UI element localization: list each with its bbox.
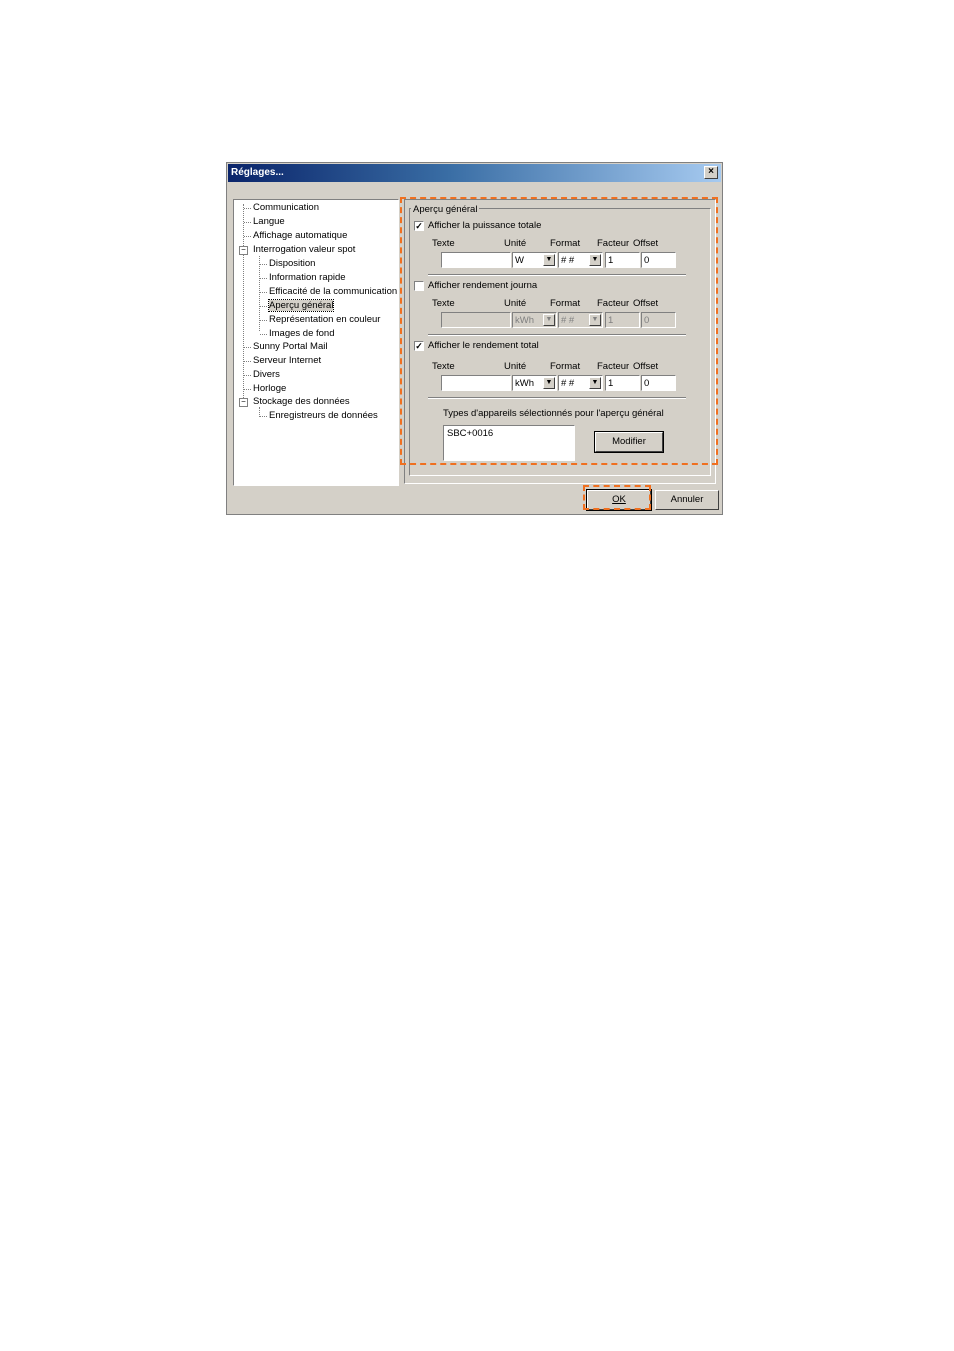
facteur-input-journalier[interactable]: 1: [605, 312, 640, 328]
group-title: Aperçu général: [413, 204, 478, 215]
column-offset: Offset: [633, 238, 659, 249]
label-rendement-journalier: Afficher rendement journa: [428, 280, 538, 291]
dropdown-icon[interactable]: ▼: [589, 314, 601, 326]
column-facteur: Facteur: [597, 298, 630, 309]
dropdown-icon[interactable]: ▼: [543, 377, 555, 389]
settings-tree[interactable]: [233, 199, 399, 486]
column-texte: Texte: [432, 238, 455, 249]
title-bar: [228, 164, 721, 182]
checkbox-puissance-totale[interactable]: ✓: [415, 221, 423, 231]
unite-select-puissance[interactable]: W ▼: [512, 252, 557, 268]
tree-item-representation-couleur[interactable]: Représentation en couleur: [260, 314, 380, 325]
tree-item-efficacite-communication[interactable]: Efficacité de la communication: [260, 286, 397, 297]
column-unite: Unité: [504, 238, 527, 249]
collapse-icon[interactable]: −: [239, 398, 248, 407]
column-offset: Offset: [633, 298, 659, 309]
column-format: Format: [550, 238, 581, 249]
label-rendement-total: Afficher le rendement total: [428, 340, 539, 351]
tree-item-divers[interactable]: Divers: [244, 369, 280, 380]
label-puissance-totale: Afficher la puissance totale: [428, 220, 542, 231]
column-unite: Unité: [504, 361, 527, 372]
dropdown-icon[interactable]: ▼: [543, 254, 555, 266]
offset-input-total[interactable]: 0: [641, 375, 676, 391]
column-texte: Texte: [432, 298, 455, 309]
checkbox-rendement-total[interactable]: ✓: [415, 341, 423, 351]
tree-item-communication[interactable]: Communication: [244, 202, 319, 213]
checkbox-rendement-journalier[interactable]: [414, 281, 424, 291]
column-facteur: Facteur: [597, 238, 630, 249]
column-format: Format: [550, 361, 581, 372]
separator: [428, 334, 686, 336]
tree-item-enregistreurs-donnees[interactable]: Enregistreurs de données: [260, 410, 378, 421]
offset-input-puissance[interactable]: 0: [641, 252, 676, 268]
column-facteur: Facteur: [597, 361, 630, 372]
tree-item-images-de-fond[interactable]: Images de fond: [260, 328, 335, 339]
ok-button[interactable]: OK: [587, 490, 651, 510]
texte-input-journalier[interactable]: [441, 312, 511, 328]
offset-input-journalier[interactable]: 0: [641, 312, 676, 328]
format-select-puissance[interactable]: # # ▼: [558, 252, 603, 268]
tree-item-interrogation-valeur-spot[interactable]: Interrogation valeur spot: [253, 244, 356, 255]
tree-item-sunny-portal-mail[interactable]: Sunny Portal Mail: [244, 341, 327, 352]
unite-select-journalier[interactable]: kWh ▼: [512, 312, 557, 328]
tree-item-disposition[interactable]: Disposition: [260, 258, 315, 269]
settings-dialog: [226, 162, 723, 515]
dropdown-icon[interactable]: ▼: [543, 314, 555, 326]
collapse-icon[interactable]: −: [239, 246, 248, 255]
format-select-journalier[interactable]: # # ▼: [558, 312, 603, 328]
unite-select-total[interactable]: kWh ▼: [512, 375, 557, 391]
window-title: Réglages...: [231, 167, 284, 178]
texte-input-total[interactable]: [441, 375, 511, 391]
cancel-button[interactable]: Annuler: [655, 490, 719, 510]
tree-item-affichage-automatique[interactable]: Affichage automatique: [244, 230, 347, 241]
dropdown-icon[interactable]: ▼: [589, 254, 601, 266]
modify-button[interactable]: Modifier: [595, 432, 663, 452]
column-unite: Unité: [504, 298, 527, 309]
tree-item-horloge[interactable]: Horloge: [244, 383, 286, 394]
tree-item-apercu-general[interactable]: Aperçu général: [260, 300, 333, 311]
facteur-input-puissance[interactable]: 1: [605, 252, 640, 268]
separator: [428, 274, 686, 276]
device-types-list[interactable]: [443, 425, 575, 461]
tree-item-stockage-donnees[interactable]: Stockage des données: [253, 396, 350, 407]
tree-item-langue[interactable]: Langue: [244, 216, 285, 227]
facteur-input-total[interactable]: 1: [605, 375, 640, 391]
devices-label: Types d'appareils sélectionnés pour l'aperçu général: [443, 408, 664, 419]
dropdown-icon[interactable]: ▼: [589, 377, 601, 389]
tree-item-serveur-internet[interactable]: Serveur Internet: [244, 355, 321, 366]
column-offset: Offset: [633, 361, 659, 372]
tree-item-information-rapide[interactable]: Information rapide: [260, 272, 346, 283]
separator: [428, 397, 686, 399]
list-item[interactable]: SBC+0016: [447, 428, 494, 439]
texte-input-puissance[interactable]: [441, 252, 511, 268]
column-format: Format: [550, 298, 581, 309]
column-texte: Texte: [432, 361, 455, 372]
format-select-total[interactable]: # # ▼: [558, 375, 603, 391]
close-icon[interactable]: ×: [704, 166, 718, 179]
